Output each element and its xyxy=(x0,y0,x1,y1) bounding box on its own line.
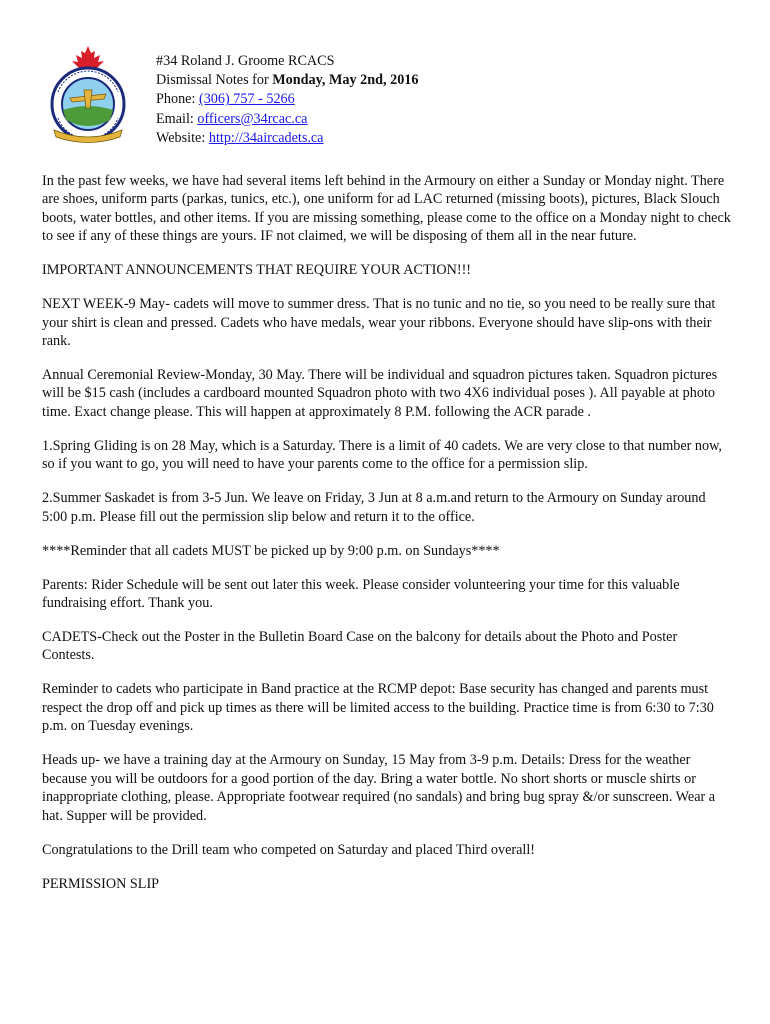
paragraph-permission-slip: PERMISSION SLIP xyxy=(42,875,160,892)
notes-prefix: Dismissal Notes for xyxy=(156,72,273,89)
paragraph-drill-team: Congratulations to the Drill team who competed on Saturday and placed Third overall! xyxy=(42,841,536,858)
email-link[interactable]: officers@34rcac.ca xyxy=(197,110,308,127)
email-label: Email: xyxy=(156,110,198,127)
paragraph-pickup-reminder: ****Reminder that all cadets MUST be picked up by 9:00 p.m. on Sundays**** xyxy=(42,542,500,559)
website-line xyxy=(156,129,419,148)
paragraph-lost-items: In the past few weeks, we have had several items left behind in the Armoury on either a Sunday or Monday night. There are shoes, uniform parts (parkas, tunics, etc.), one uniform for ad LAC returned (missing boots), pictures, Black Slouch boots, water bottles, and other items. If you are missing something, please come to the office on a Monday night to check to see if any of these things are yours. IF not claimed, we will be disposing of them all in the near future. xyxy=(42,173,731,245)
phone-line xyxy=(156,90,419,109)
paragraph-summer-saskadet: 2.Summer Saskadet is from 3-5 Jun. We leave on Friday, 3 Jun at 8 a.m.and return to the Armoury on Sunday around 5:00 p.m. Please fill out the permission slip below and return it to the office. xyxy=(42,490,706,525)
paragraph-poster-contests: CADETS-Check out the Poster in the Bulletin Board Case on the balcony for details about the Photo and Poster Contests. xyxy=(42,629,678,664)
dismissal-notes-line xyxy=(156,71,419,90)
website-link[interactable]: http://34aircadets.ca xyxy=(208,129,324,146)
website-label: Website: xyxy=(156,129,209,146)
paragraph-announcements-heading: IMPORTANT ANNOUNCEMENTS THAT REQUIRE YOUR ACTION!!! xyxy=(42,262,472,279)
org-name: #34 Roland J. Groome RCACS xyxy=(156,53,335,69)
document-body xyxy=(42,172,732,909)
paragraph-spring-gliding: 1.Spring Gliding is on 28 May, which is a Saturday. There is a limit of 40 cadets. We are very close to that number now, so if you want to go, you will need to have your parents come to the office for a permission slip. xyxy=(42,437,722,473)
paragraph-band-practice: Reminder to cadets who participate in Band practice at the RCMP depot: Base security has changed and parents must respect the drop off and pick up times as there will be limited access to the building. Practice time is from 6:30 to 7:30 p.m. on Tuesday evenings. xyxy=(42,681,714,735)
paragraph-ceremonial-review: Annual Ceremonial Review-Monday, 30 May. There will be individual and squadron pictures taken. Squadron pictures will be $15 cash (includes a cardboard mounted Squadron photo with two 4X6 individual poses ). All payable at photo time. Exact change please. This will happen at approximately 8 P.M. following the ACR parade . xyxy=(42,367,718,420)
phone-link[interactable]: (306) 757 - 5266 xyxy=(198,91,295,108)
paragraph-summer-dress: NEXT WEEK-9 May- cadets will move to summer dress. That is no tunic and no tie, so you need to be really sure that your shirt is clean and pressed. Cadets who have medals, wear your ribbons. Everyone should have slip-ons with their rank. xyxy=(42,296,716,350)
squadron-crest-icon xyxy=(44,44,132,144)
paragraph-training-day: Heads up- we have a training day at the Armoury on Sunday, 15 May from 3-9 p.m. Details: Dress for the weather because you will be outdoors for a good portion of the day. Bring a water bottle. No short shorts or muscle shirts or inappropriate clothing, please. Appropriate footwear required (no sandals) and bring bug spray &/or sunscreen. Wear a hat. Supper will be provided. xyxy=(42,752,716,824)
letter-header xyxy=(156,52,419,148)
paragraph-rider-schedule: Parents: Rider Schedule will be sent out later this week. Please consider volunteering your time for this valuable fundraising effort. Thank you. xyxy=(42,576,680,612)
notes-date: Monday, May 2nd, 2016 xyxy=(272,72,419,89)
phone-label: Phone: xyxy=(156,91,199,108)
email-line xyxy=(156,110,419,129)
